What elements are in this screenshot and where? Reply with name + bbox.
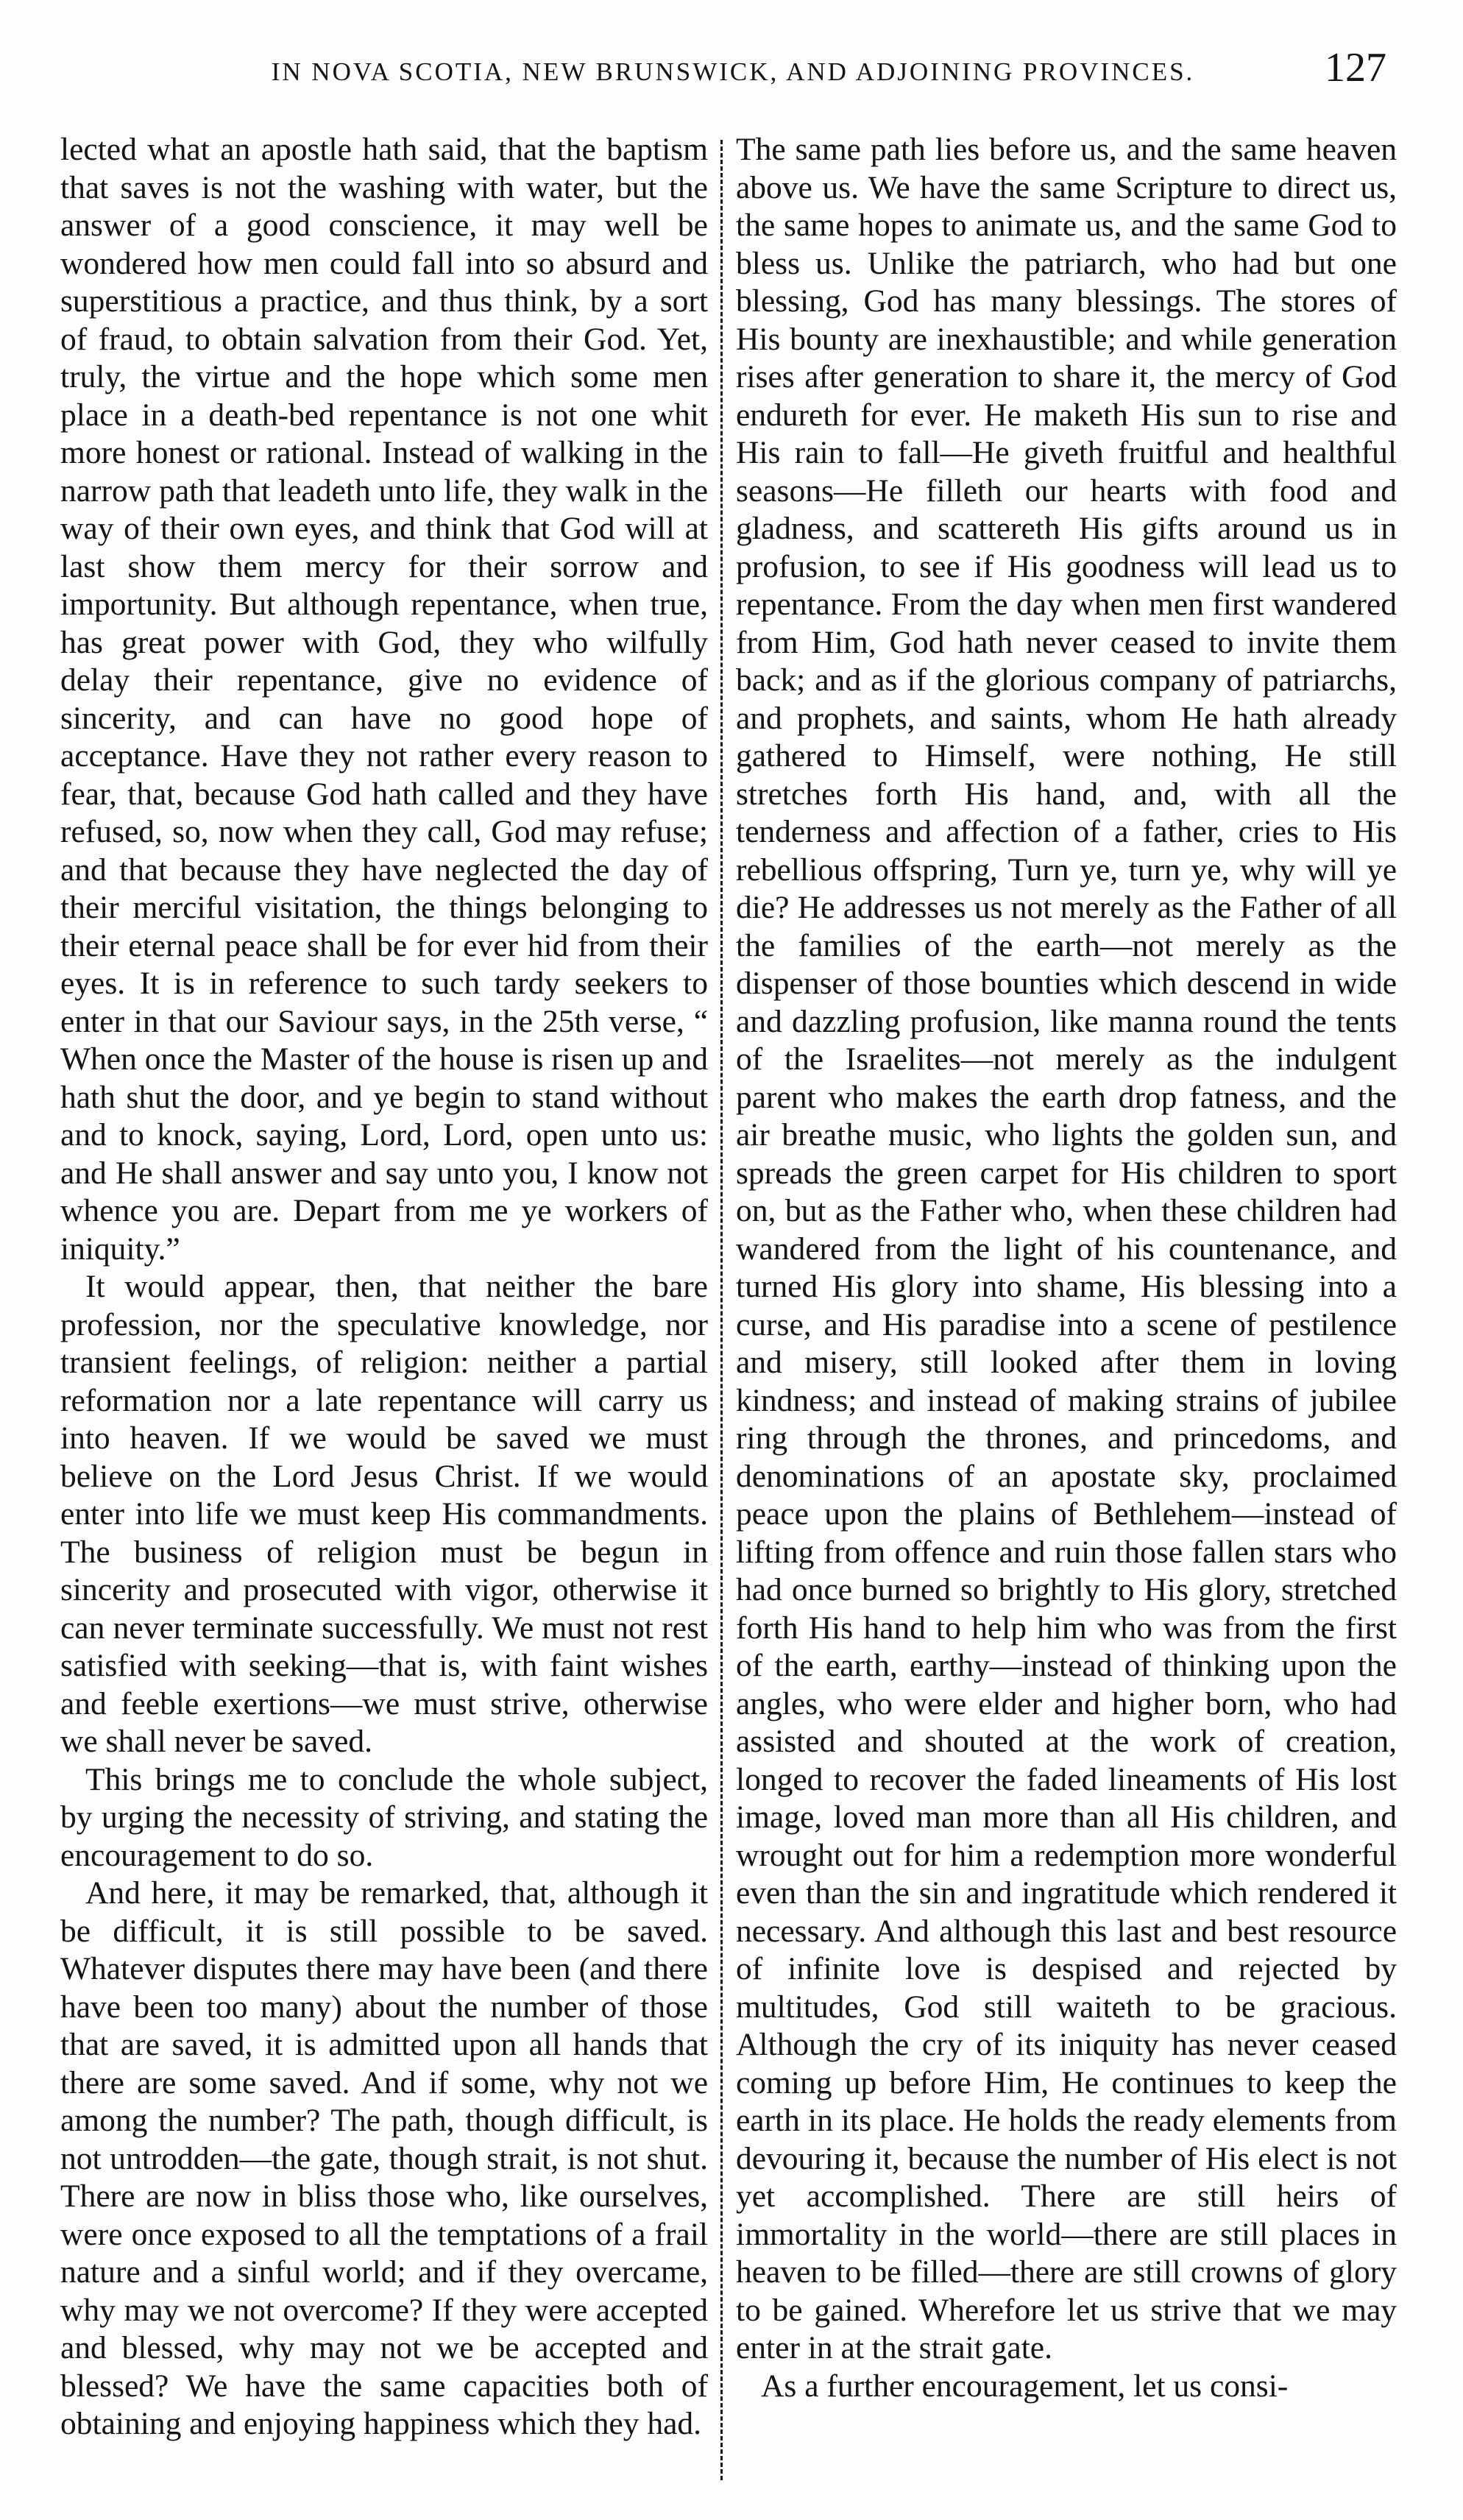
column-divider: [720, 140, 723, 2480]
page-number: 127: [1325, 45, 1386, 91]
left-column: [60, 131, 708, 2501]
right-column: [736, 131, 1397, 2501]
paragraph: As a further encouragement, let us consi-: [761, 2368, 1289, 2404]
running-head: IN NOVA SCOTIA, NEW BRUNSWICK, AND ADJOINING PROVINCES.: [271, 57, 1195, 86]
paragraph: And here, it may be remarked, that, although it be difficult, it is still possible to be saved. Whatever disputes there may have been (and there have been too many) about the number of those that are saved, it is admitted upon all hands that there are some saved. And if some, why not we among the number? The path, though difficult, is not untrodden—the gate, though strait, is not shut. There are now in bliss those who, like ourselves, were once exposed to all the temptations of a frail nature and a sinful world; and if they overcame, why may we not overcome? If they were accepted and blessed, why may not we be accepted and blessed? We have the same capacities both of obtaining and enjoying happiness which they had.: [60, 1875, 708, 2441]
paragraph: The same path lies before us, and the same heaven above us. We have the same Scripture to direct us, the same hopes to animate us, and the same God to bless us. Unlike the patriarch, who had but one blessing, God has many blessings. The stores of His bounty are inexhaustible; and while generation rises after generation to share it, the mercy of God endureth for ever. He maketh His sun to rise and His rain to fall—He giveth fruitful and healthful seasons—He filleth our hearts with food and gladness, and scattereth His gifts around us in profusion, to see if His goodness will lead us to repentance. From the day when men first wandered from Him, God hath never ceased to invite them back; and as if the glorious company of patriarchs, and prophets, and saints, whom He hath already gathered to Himself, were nothing, He still stretches forth His hand, and, with all the tenderness and affection of a father, cries to His rebellious offspring, Turn ye, turn ye, why will ye die? He addresses us not merely as the Father of all the families of the earth—not merely as the dispenser of those bounties which descend in wide and dazzling profusion, like manna round the tents of the Israelites—not merely as the indulgent parent who makes the earth drop fatness, and the air breathe music, who lights the golden sun, and spreads the green carpet for His children to sport on, but as the Father who, when these children had wandered from the light of his countenance, and turned His glory into shame, His blessing into a curse, and His paradise into a scene of pestilence and misery, still looked after them in loving kindness; and instead of making strains of jubilee ring through the thrones, and princedoms, and denominations of an apostate sky, proclaimed peace upon the plains of Bethlehem—instead of lifting from offence and ruin those fallen stars who had once burned so brightly to His glory, stretched forth His hand to help him who was from the first of the earth, earthy—instead of thinking upon the angles, who were elder and higher born, who had assisted and shouted at the work of creation, longed to recover the faded lineaments of His lost image, loved man more than all His children, and wrought out for him a redemption more wonderful even than the sin and ingratitude which rendered it necessary. And although this last and best resource of infinite love is despised and rejected by multitudes, God still waiteth to be gracious. Although the cry of its iniquity has never ceased coming up before Him, He continues to keep the earth in its place. He holds the ready elements from devouring it, because the number of His elect is not yet accomplished. There are still heirs of immortality in the world—there are still places in heaven to be filled—there are still crowns of glory to be gained. Wherefore let us strive that we may enter in at the strait gate.: [736, 132, 1397, 2365]
paragraph: It would appear, then, that neither the bare profession, nor the speculative knowledge, nor transient feelings, of religion: neither a partial reformation nor a late repentance will carry us into heaven. If we would be saved we must believe on the Lord Jesus Christ. If we would enter into life we must keep His commandments. The business of religion must be begun in sincerity and prosecuted with vigor, otherwise it can never terminate successfully. We must not rest satisfied with seeking—that is, with faint wishes and feeble exertions—we must strive, otherwise we shall never be saved.: [60, 1269, 708, 1759]
paragraph: lected what an apostle hath said, that the baptism that saves is not the washing with water, but the answer of a good conscience, it may well be wondered how men could fall into so absurd and superstitious a practice, and thus think, by a sort of fraud, to obtain salvation from their God. Yet, truly, the virtue and the hope which some men place in a death-bed repentance is not one whit more honest or rational. Instead of walking in the narrow path that leadeth unto life, they walk in the way of their own eyes, and think that God will at last show them mercy for their sorrow and importunity. But although repentance, when true, has great power with God, they who wilfully delay their repentance, give no evidence of sincerity, and can have no good hope of acceptance. Have they not rather every reason to fear, that, because God hath called and they have refused, so, now when they call, God may refuse; and that because they have neglected the day of their merciful visitation, the things belonging to their eternal peace shall be for ever hid from their eyes. It is in reference to such tardy seekers to enter in that our Saviour says, in the 25th verse, “ When once the Master of the house is risen up and hath shut the door, and ye begin to stand without and to knock, saying, Lord, Lord, open unto us: and He shall answer and say unto you, I know not whence you are. Depart from me ye workers of iniquity.”: [60, 132, 708, 1267]
paragraph: This brings me to conclude the whole subject, by urging the necessity of striving, and stating the encouragement to do so.: [60, 1761, 708, 1873]
